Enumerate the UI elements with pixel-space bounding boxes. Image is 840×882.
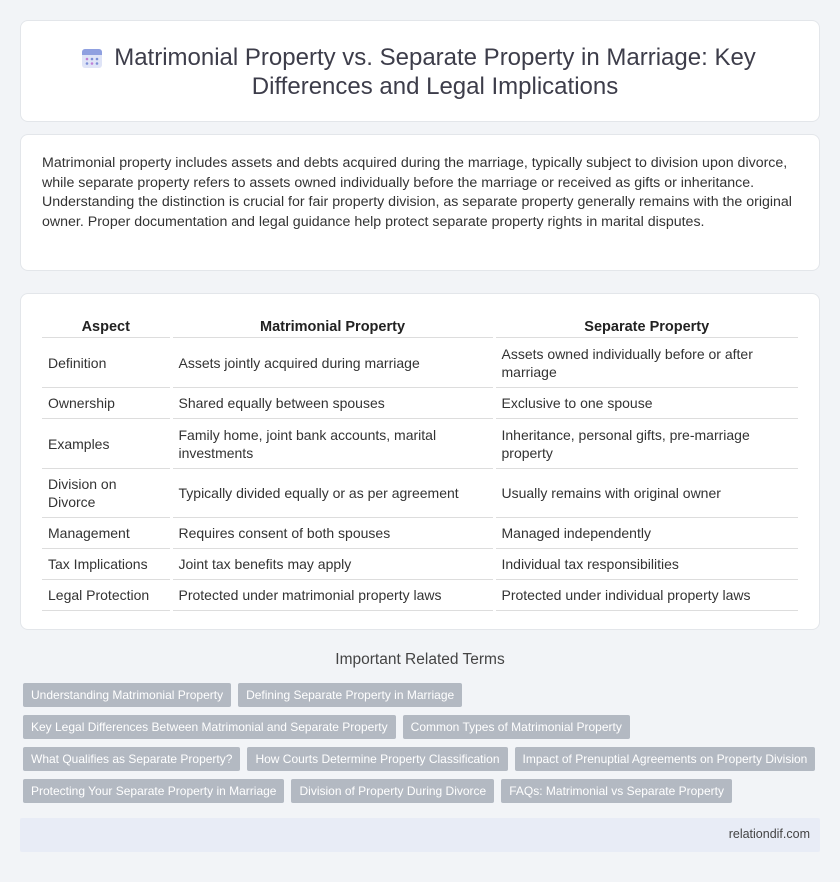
row-aspect: Definition	[42, 338, 171, 388]
row-matrimonial: Family home, joint bank accounts, marital investments	[171, 419, 494, 469]
comparison-card	[20, 293, 820, 630]
page-title: Matrimonial Property vs. Separate Property in Marriage: Key Differences and Legal Implications	[114, 44, 756, 100]
row-matrimonial: Typically divided equally or as per agreement	[171, 469, 494, 518]
related-term-link[interactable]: How Courts Determine Property Classification	[247, 747, 507, 771]
comparison-table	[42, 315, 798, 611]
related-term-link[interactable]: Impact of Prenuptial Agreements on Property Division	[515, 747, 816, 771]
related-term-link[interactable]: What Qualifies as Separate Property?	[23, 747, 240, 771]
row-separate: Inheritance, personal gifts, pre-marriage property	[494, 419, 798, 469]
header-matrimonial: Matrimonial Property	[171, 315, 494, 338]
table-header-row	[42, 315, 798, 338]
row-separate: Individual tax responsibilities	[494, 549, 798, 580]
row-matrimonial: Protected under matrimonial property laws	[171, 580, 494, 611]
row-aspect: Tax Implications	[42, 549, 171, 580]
related-term-link[interactable]: Defining Separate Property in Marriage	[238, 683, 462, 707]
related-term-link[interactable]: Key Legal Differences Between Matrimonial and Separate Property	[23, 715, 396, 739]
site-name[interactable]: relationdif.com	[728, 827, 810, 841]
row-matrimonial: Joint tax benefits may apply	[171, 549, 494, 580]
table-row	[42, 469, 798, 518]
related-terms-heading: Important Related Terms	[335, 651, 505, 668]
row-separate: Exclusive to one spouse	[494, 388, 798, 419]
table-row	[42, 419, 798, 469]
row-separate: Assets owned individually before or after marriage	[494, 338, 798, 388]
related-term-link[interactable]: FAQs: Matrimonial vs Separate Property	[501, 779, 732, 803]
table-row	[42, 518, 798, 549]
intro-card	[20, 134, 820, 271]
related-term-link[interactable]: Common Types of Matrimonial Property	[403, 715, 630, 739]
header-aspect: Aspect	[42, 315, 171, 338]
related-terms-list	[23, 683, 823, 811]
table-row	[42, 549, 798, 580]
table-row	[42, 580, 798, 611]
related-term-link[interactable]: Protecting Your Separate Property in Marriage	[23, 779, 284, 803]
row-aspect: Ownership	[42, 388, 171, 419]
header-separate: Separate Property	[494, 315, 798, 338]
row-aspect: Division on Divorce	[42, 469, 171, 518]
footer-bar	[20, 818, 820, 852]
row-aspect: Examples	[42, 419, 171, 469]
related-term-link[interactable]: Division of Property During Divorce	[291, 779, 494, 803]
row-matrimonial: Assets jointly acquired during marriage	[171, 338, 494, 388]
row-matrimonial: Requires consent of both spouses	[171, 518, 494, 549]
table-row	[42, 388, 798, 419]
table-row	[42, 338, 798, 388]
related-term-link[interactable]: Understanding Matrimonial Property	[23, 683, 231, 707]
intro-paragraph: Matrimonial property includes assets and debts acquired during the marriage, typically subject to division upon divorce, while separate property refers to assets owned individually before the marriage or received as gifts or inheritance. Understanding the distinction is crucial for fair property division, as separate property generally remains with the original owner. Proper documentation and legal guidance help protect separate property rights in marital disputes.	[42, 155, 792, 230]
header-card	[20, 20, 820, 122]
row-separate: Managed independently	[494, 518, 798, 549]
row-aspect: Legal Protection	[42, 580, 171, 611]
row-aspect: Management	[42, 518, 171, 549]
row-separate: Usually remains with original owner	[494, 469, 798, 518]
row-separate: Protected under individual property laws	[494, 580, 798, 611]
row-matrimonial: Shared equally between spouses	[171, 388, 494, 419]
